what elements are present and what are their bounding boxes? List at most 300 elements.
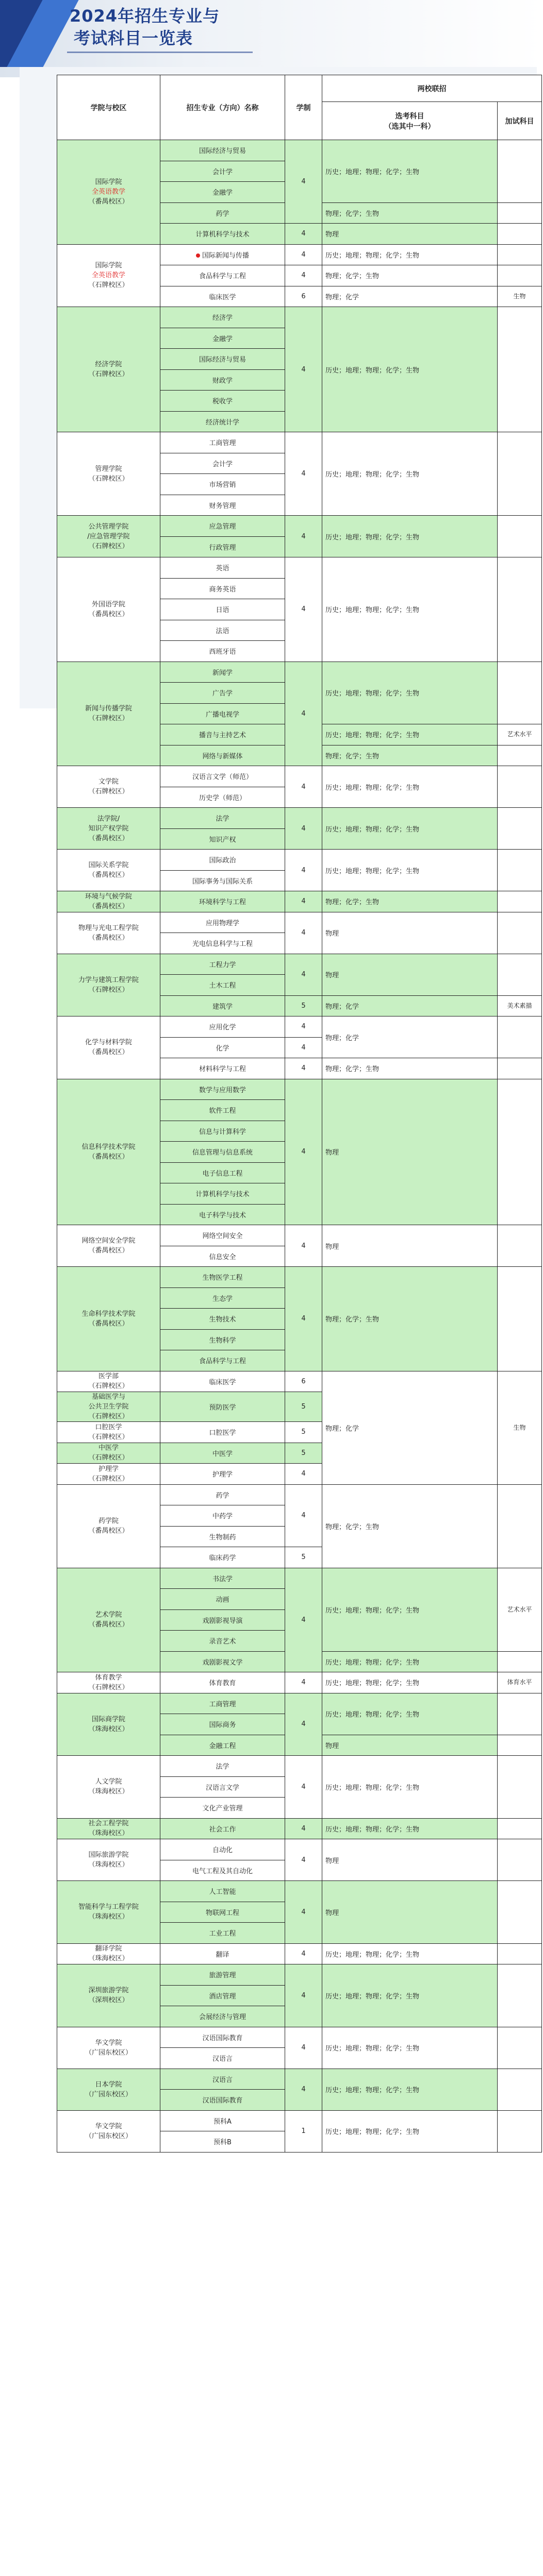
subjects-cell: 历史；地理；物理；化学；生物 bbox=[322, 140, 498, 203]
subjects-cell: 物理；化学；生物 bbox=[322, 745, 498, 766]
school-name-line: （番禺校区） bbox=[88, 1153, 129, 1161]
subjects-cell: 物理 bbox=[322, 954, 498, 995]
school-cell bbox=[57, 1568, 160, 1672]
major-name: 电子科学与技术 bbox=[199, 1211, 246, 1219]
major-name: 录音艺术 bbox=[209, 1638, 236, 1646]
major-name: 食品科学与工程 bbox=[199, 273, 246, 281]
school-cell bbox=[57, 662, 160, 766]
major-name: 戏剧影视文学 bbox=[202, 1658, 243, 1667]
major-cell bbox=[160, 1142, 285, 1163]
major-cell bbox=[160, 828, 285, 850]
major-name: 社会工作 bbox=[209, 1825, 236, 1834]
major-name: 国际经济与贸易 bbox=[199, 356, 246, 364]
school-name-line: 国际学院 bbox=[95, 178, 122, 187]
school-name-line: 环境与气候学院 bbox=[85, 892, 132, 901]
extra-exam-cell bbox=[498, 516, 542, 557]
school-name-line: 体育教学 bbox=[95, 1673, 122, 1682]
major-name: 工商管理 bbox=[209, 439, 236, 448]
subjects-cell: 历史；地理；物理；化学；生物 bbox=[322, 1651, 498, 1672]
school-cell bbox=[57, 1484, 160, 1568]
school-name-line: （广园东校区） bbox=[85, 2132, 132, 2140]
years-cell: 5 bbox=[285, 1392, 322, 1422]
table-row bbox=[57, 1756, 542, 1777]
major-cell bbox=[160, 933, 285, 954]
years-cell: 4 bbox=[285, 662, 322, 766]
subjects-cell: 历史；地理；物理；化学；生物 bbox=[322, 662, 498, 724]
extra-exam-cell bbox=[498, 891, 542, 912]
major-name: 财政学 bbox=[212, 377, 233, 385]
table-row bbox=[57, 432, 542, 453]
table-row bbox=[57, 1943, 542, 1964]
school-name-line: （广园东校区） bbox=[85, 2090, 132, 2098]
subjects-cell: 历史；地理；物理；化学；生物 bbox=[322, 244, 498, 265]
school-name-line: 国际关系学院 bbox=[88, 861, 129, 869]
major-name: 预科B bbox=[213, 2139, 232, 2147]
major-name: 英语 bbox=[216, 565, 229, 573]
school-name-line: （石牌校区） bbox=[88, 474, 129, 483]
major-name: 国际商务 bbox=[209, 1721, 236, 1730]
major-cell bbox=[160, 599, 285, 620]
major-name: 财务管理 bbox=[209, 502, 236, 510]
major-cell bbox=[160, 1631, 285, 1652]
major-cell bbox=[160, 1267, 285, 1288]
school-name-line: 网络空间安全学院 bbox=[81, 1237, 136, 1245]
major-cell bbox=[160, 161, 285, 182]
school-name-line: （番禺校区） bbox=[88, 610, 129, 618]
subjects-cell: 历史；地理；物理；化学；生物 bbox=[322, 307, 498, 432]
school-name-line: 经济学院 bbox=[95, 361, 122, 368]
major-cell bbox=[160, 1589, 285, 1610]
extra-exam-cell bbox=[498, 1693, 542, 1735]
school-name-line: 国际学院 bbox=[95, 262, 122, 270]
school-name-line: （石牌校区） bbox=[88, 1413, 129, 1420]
school-name-line: 信息科学技术学院 bbox=[81, 1143, 136, 1151]
major-cell bbox=[160, 536, 285, 557]
school-name-line: 中医学 bbox=[98, 1444, 119, 1452]
major-cell bbox=[160, 1079, 285, 1100]
major-name: 汉语国际教育 bbox=[202, 2034, 243, 2042]
major-name: 应用物理学 bbox=[205, 919, 239, 927]
school-cell bbox=[57, 954, 160, 1016]
table-row bbox=[57, 662, 542, 683]
table-row bbox=[57, 2110, 542, 2131]
years-cell: 4 bbox=[285, 1016, 322, 1038]
school-name-line: （番禺校区） bbox=[88, 1048, 129, 1057]
header-years: 学制 bbox=[285, 75, 322, 140]
major-name: 旅游管理 bbox=[209, 1972, 236, 1980]
table-row bbox=[57, 2069, 542, 2090]
years-cell: 4 bbox=[285, 954, 322, 995]
major-name: 计算机科学与技术 bbox=[195, 231, 250, 239]
years-cell: 4 bbox=[285, 1267, 322, 1371]
major-cell bbox=[160, 870, 285, 891]
subjects-cell: 物理 bbox=[322, 1079, 498, 1225]
subjects-cell: 物理；化学；生物 bbox=[322, 1058, 498, 1079]
school-name-line: 全英语教学 bbox=[91, 272, 125, 280]
major-cell bbox=[160, 1443, 285, 1464]
table-row bbox=[57, 244, 542, 265]
subjects-cell: 物理；化学；生物 bbox=[322, 1484, 498, 1568]
years-cell: 4 bbox=[285, 850, 322, 891]
school-cell bbox=[57, 2069, 160, 2110]
extra-exam-cell bbox=[498, 850, 542, 891]
major-cell bbox=[160, 1309, 285, 1330]
page-title bbox=[70, 5, 220, 49]
school-name-line: 口腔医学 bbox=[95, 1423, 122, 1431]
table-row bbox=[57, 954, 542, 975]
extra-exam-cell: 艺术水平 bbox=[498, 724, 542, 745]
major-cell bbox=[160, 1464, 285, 1485]
school-name-line: 物理与光电工程学院 bbox=[78, 924, 139, 932]
school-name-line: 医学部 bbox=[98, 1372, 119, 1381]
subjects-cell: 历史；地理；物理；化学；生物 bbox=[322, 766, 498, 808]
years-cell: 4 bbox=[285, 1079, 322, 1225]
table-row bbox=[57, 850, 542, 871]
major-name: 预科A bbox=[213, 2117, 232, 2126]
major-cell bbox=[160, 662, 285, 683]
school-cell bbox=[57, 1267, 160, 1371]
major-name: 生物科学 bbox=[209, 1336, 236, 1345]
major-name: 电气工程及其自动化 bbox=[192, 1867, 253, 1875]
school-name-line: （深圳校区） bbox=[88, 1996, 129, 2005]
school-cell bbox=[57, 1225, 160, 1267]
school-name-line: （番禺校区） bbox=[88, 871, 129, 879]
major-name: 土木工程 bbox=[209, 982, 236, 990]
extra-exam-cell: 艺术水平 bbox=[498, 1568, 542, 1651]
school-name-line: 护理学 bbox=[98, 1465, 119, 1473]
major-cell bbox=[160, 2069, 285, 2090]
major-name: 网络与新媒体 bbox=[202, 752, 243, 760]
school-name-line: （番禺校区） bbox=[88, 198, 129, 206]
major-name: 临床医学 bbox=[209, 1378, 236, 1386]
extra-exam-cell bbox=[498, 808, 542, 850]
major-cell bbox=[160, 1943, 285, 1964]
major-name: 临床医学 bbox=[209, 293, 236, 301]
years-cell: 4 bbox=[285, 891, 322, 912]
major-cell bbox=[160, 1350, 285, 1371]
major-cell bbox=[160, 1162, 285, 1183]
major-name: 体育教育 bbox=[209, 1680, 236, 1688]
subjects-cell: 物理 bbox=[322, 1839, 498, 1881]
school-name-line: 文学院 bbox=[98, 778, 119, 786]
major-name: 工程力学 bbox=[209, 961, 236, 969]
major-name: 人工智能 bbox=[209, 1888, 236, 1896]
major-cell bbox=[160, 808, 285, 829]
school-name-line: 华文学院 bbox=[95, 2122, 122, 2130]
school-name-line: 管理学院 bbox=[95, 465, 122, 473]
major-cell bbox=[160, 850, 285, 871]
major-cell bbox=[160, 1798, 285, 1819]
years-cell: 6 bbox=[285, 1371, 322, 1392]
table-row bbox=[57, 307, 542, 328]
subjects-cell: 物理；化学 bbox=[322, 1371, 498, 1484]
years-cell: 6 bbox=[285, 286, 322, 307]
major-cell bbox=[160, 369, 285, 391]
major-name: 经济学 bbox=[212, 314, 233, 323]
major-name: 应用化学 bbox=[209, 1024, 236, 1032]
major-name: 新闻学 bbox=[212, 669, 233, 677]
major-name: 国际事务与国际关系 bbox=[192, 877, 253, 886]
highlight-dot-icon bbox=[196, 253, 200, 258]
years-cell: 4 bbox=[285, 265, 322, 286]
table-row bbox=[57, 1839, 542, 1860]
extra-exam-cell bbox=[498, 954, 542, 995]
major-cell bbox=[160, 641, 285, 662]
subjects-cell: 物理；化学 bbox=[322, 995, 498, 1016]
major-cell bbox=[160, 516, 285, 537]
school-name-line: （石牌校区） bbox=[88, 370, 129, 378]
major-cell bbox=[160, 265, 285, 286]
subjects-cell: 历史；地理；物理；化学；生物 bbox=[322, 2069, 498, 2110]
major-cell bbox=[160, 1392, 285, 1422]
years-cell: 4 bbox=[285, 307, 322, 432]
extra-exam-cell bbox=[498, 2027, 542, 2069]
major-cell bbox=[160, 1776, 285, 1798]
major-name: 金融学 bbox=[212, 189, 233, 197]
major-name: 环境科学与工程 bbox=[199, 899, 246, 907]
school-name-line: （珠海校区） bbox=[88, 1829, 129, 1838]
years-cell: 4 bbox=[285, 224, 322, 245]
major-name: 金融工程 bbox=[209, 1742, 236, 1750]
years-cell: 4 bbox=[285, 1464, 322, 1485]
subjects-cell: 历史；地理；物理；化学；生物 bbox=[322, 2110, 498, 2152]
major-name: 预防医学 bbox=[209, 1404, 236, 1412]
subjects-cell: 历史；地理；物理；化学；生物 bbox=[322, 1943, 498, 1964]
major-name: 戏剧影视导演 bbox=[202, 1617, 243, 1625]
years-cell: 4 bbox=[285, 1672, 322, 1693]
major-name: 建筑学 bbox=[212, 1003, 233, 1011]
years-cell: 4 bbox=[285, 1818, 322, 1839]
major-name: 法学 bbox=[216, 1763, 229, 1771]
years-cell: 5 bbox=[285, 995, 322, 1016]
major-cell bbox=[160, 182, 285, 203]
school-name-line: （番禺校区） bbox=[88, 934, 129, 942]
school-cell bbox=[57, 2027, 160, 2069]
major-name: 汉语言 bbox=[212, 2055, 233, 2063]
subjects-cell: 历史；地理；物理；化学；生物 bbox=[322, 1964, 498, 2027]
major-cell bbox=[160, 1037, 285, 1058]
years-cell: 4 bbox=[285, 1839, 322, 1881]
extra-exam-cell bbox=[498, 1839, 542, 1881]
table-row bbox=[57, 557, 542, 579]
school-name-line: （石牌校区） bbox=[88, 542, 129, 550]
extra-exam-cell bbox=[498, 432, 542, 516]
extra-exam-cell bbox=[498, 202, 542, 224]
major-cell bbox=[160, 1839, 285, 1860]
subjects-cell: 历史；地理；物理；化学；生物 bbox=[322, 1756, 498, 1819]
school-cell bbox=[57, 891, 160, 912]
years-cell: 5 bbox=[285, 1443, 322, 1464]
major-cell bbox=[160, 975, 285, 996]
school-cell bbox=[57, 1422, 160, 1443]
extra-exam-cell bbox=[498, 2069, 542, 2110]
major-name: 会展经济与管理 bbox=[199, 2013, 246, 2022]
major-name: 工业工程 bbox=[209, 1930, 236, 1938]
major-name: 书法学 bbox=[212, 1575, 233, 1583]
school-name-line: （番禺校区） bbox=[88, 834, 129, 842]
major-name: 行政管理 bbox=[209, 544, 236, 552]
extra-exam-cell bbox=[498, 1964, 542, 2027]
extra-exam-cell bbox=[498, 1058, 542, 1079]
school-name-line: （石牌校区） bbox=[88, 788, 129, 795]
school-name-line: 力学与建筑工程学院 bbox=[78, 976, 139, 984]
school-name-line: （石牌校区） bbox=[88, 1475, 129, 1483]
school-name-line: 华文学院 bbox=[95, 2039, 122, 2047]
table-row bbox=[57, 912, 542, 933]
subjects-cell: 历史；地理；物理；化学；生物 bbox=[322, 557, 498, 662]
header-extra: 加试科目 bbox=[498, 102, 542, 140]
major-name: 广告学 bbox=[212, 690, 233, 698]
major-cell bbox=[160, 1735, 285, 1756]
table-row bbox=[57, 891, 542, 912]
school-name-line: （石牌校区） bbox=[88, 986, 129, 994]
school-name-line: （番禺校区） bbox=[88, 902, 129, 910]
school-name-line: （石牌校区） bbox=[88, 281, 129, 290]
extra-exam-cell bbox=[498, 1881, 542, 1944]
extra-exam-cell bbox=[498, 1818, 542, 1839]
school-name-line: 公共管理学院 bbox=[88, 522, 129, 531]
school-name-line: 深圳旅游学院 bbox=[88, 1987, 129, 1995]
extra-exam-cell: 生物 bbox=[498, 1371, 542, 1484]
major-name: 会计学 bbox=[212, 460, 233, 468]
major-name: 播音与主持艺术 bbox=[199, 732, 246, 740]
title-underline bbox=[67, 52, 253, 53]
extra-exam-cell: 生物 bbox=[498, 286, 542, 307]
table-row bbox=[57, 808, 542, 829]
extra-exam-cell bbox=[498, 745, 542, 766]
extra-exam-cell bbox=[498, 1943, 542, 1964]
major-cell bbox=[160, 2110, 285, 2131]
table-row bbox=[57, 1079, 542, 1100]
extra-exam-cell bbox=[498, 224, 542, 245]
major-name: 生物技术 bbox=[209, 1316, 236, 1324]
years-cell: 4 bbox=[285, 1943, 322, 1964]
table-body bbox=[57, 140, 542, 2153]
school-name-line: （番禺校区） bbox=[88, 1247, 129, 1255]
major-name: 翻译 bbox=[216, 1951, 229, 1959]
major-name: 广播电视学 bbox=[205, 710, 239, 719]
school-name-line: 国际商学院 bbox=[91, 1715, 125, 1723]
table-row bbox=[57, 1964, 542, 1986]
school-name-line: 新闻与传播学院 bbox=[85, 705, 132, 713]
extra-exam-cell bbox=[498, 912, 542, 954]
school-name-line: 基础医学与 bbox=[91, 1393, 125, 1401]
subjects-cell: 物理；化学；生物 bbox=[322, 1267, 498, 1371]
major-cell bbox=[160, 1121, 285, 1142]
major-cell bbox=[160, 1985, 285, 2006]
major-cell bbox=[160, 1422, 285, 1443]
school-cell bbox=[57, 1392, 160, 1422]
school-name-line: （珠海校区） bbox=[88, 1913, 129, 1921]
extra-exam-cell bbox=[498, 766, 542, 808]
major-cell bbox=[160, 1609, 285, 1631]
years-cell: 4 bbox=[285, 2069, 322, 2110]
major-name: 中药学 bbox=[212, 1513, 233, 1521]
subjects-cell: 历史；地理；物理；化学；生物 bbox=[322, 432, 498, 516]
subjects-cell: 物理；化学 bbox=[322, 1016, 498, 1058]
table-row bbox=[57, 516, 542, 537]
major-cell bbox=[160, 891, 285, 912]
major-cell bbox=[160, 1287, 285, 1309]
major-name: 信息与计算科学 bbox=[199, 1128, 246, 1136]
major-cell bbox=[160, 1016, 285, 1038]
table-row bbox=[57, 2027, 542, 2048]
school-name-line: 人文学院 bbox=[95, 1778, 122, 1786]
school-cell bbox=[57, 432, 160, 516]
major-name: 法语 bbox=[216, 627, 229, 635]
school-cell bbox=[57, 1079, 160, 1225]
major-name: 网络空间安全 bbox=[202, 1232, 243, 1241]
school-cell bbox=[57, 516, 160, 557]
extra-exam-cell bbox=[498, 1735, 542, 1756]
extra-exam-cell: 体育水平 bbox=[498, 1672, 542, 1693]
page-title-line2: 考试科目一览表 bbox=[74, 28, 193, 48]
major-cell bbox=[160, 474, 285, 495]
major-cell bbox=[160, 683, 285, 704]
school-name-line: /应急管理学院 bbox=[87, 532, 130, 540]
subjects-cell: 物理；化学；生物 bbox=[322, 891, 498, 912]
major-name: 历史学（师范） bbox=[199, 794, 246, 802]
header-subject-group: 选考科目 bbox=[395, 112, 424, 121]
major-name: 自动化 bbox=[212, 1846, 233, 1855]
school-cell bbox=[57, 766, 160, 808]
major-name: 汉语言 bbox=[212, 2076, 233, 2084]
major-cell bbox=[160, 2006, 285, 2027]
school-name-line: 翻译学院 bbox=[95, 1945, 122, 1953]
major-cell bbox=[160, 787, 285, 808]
school-cell bbox=[57, 2110, 160, 2152]
extra-exam-cell bbox=[498, 1079, 542, 1225]
major-cell bbox=[160, 411, 285, 432]
header-subjects bbox=[322, 102, 498, 140]
major-name: 临床药学 bbox=[209, 1554, 236, 1563]
major-name: 会计学 bbox=[212, 168, 233, 176]
school-cell bbox=[57, 1443, 160, 1464]
school-name-line: 智能科学与工程学院 bbox=[78, 1903, 139, 1911]
major-name: 化学 bbox=[216, 1044, 229, 1053]
school-cell bbox=[57, 307, 160, 432]
extra-exam-cell bbox=[498, 557, 542, 662]
table-row bbox=[57, 140, 542, 161]
major-cell bbox=[160, 1100, 285, 1121]
school-cell bbox=[57, 808, 160, 850]
major-name: 汉语言文学 bbox=[205, 1784, 239, 1792]
major-cell bbox=[160, 1547, 285, 1568]
major-cell bbox=[160, 1964, 285, 1986]
school-cell bbox=[57, 1818, 160, 1839]
extra-exam-cell bbox=[498, 265, 542, 286]
school-cell bbox=[57, 912, 160, 954]
major-cell bbox=[160, 1526, 285, 1547]
major-cell bbox=[160, 495, 285, 516]
years-cell: 4 bbox=[285, 557, 322, 662]
major-cell bbox=[160, 391, 285, 412]
years-cell: 1 bbox=[285, 2110, 322, 2152]
extra-exam-cell bbox=[498, 1651, 542, 1672]
major-name: 中医学 bbox=[212, 1450, 233, 1458]
subjects-cell: 物理 bbox=[322, 1881, 498, 1944]
major-name: 生物医学工程 bbox=[202, 1274, 243, 1282]
years-cell: 4 bbox=[285, 912, 322, 954]
major-name: 计算机科学与技术 bbox=[195, 1191, 250, 1199]
years-cell: 4 bbox=[285, 1881, 322, 1944]
years-cell: 4 bbox=[285, 808, 322, 850]
school-name-line: （广园东校区） bbox=[85, 2048, 132, 2057]
major-cell bbox=[160, 2131, 285, 2153]
major-cell bbox=[160, 1923, 285, 1944]
major-name: 工商管理 bbox=[209, 1700, 236, 1708]
major-name: 电子信息工程 bbox=[202, 1170, 243, 1178]
